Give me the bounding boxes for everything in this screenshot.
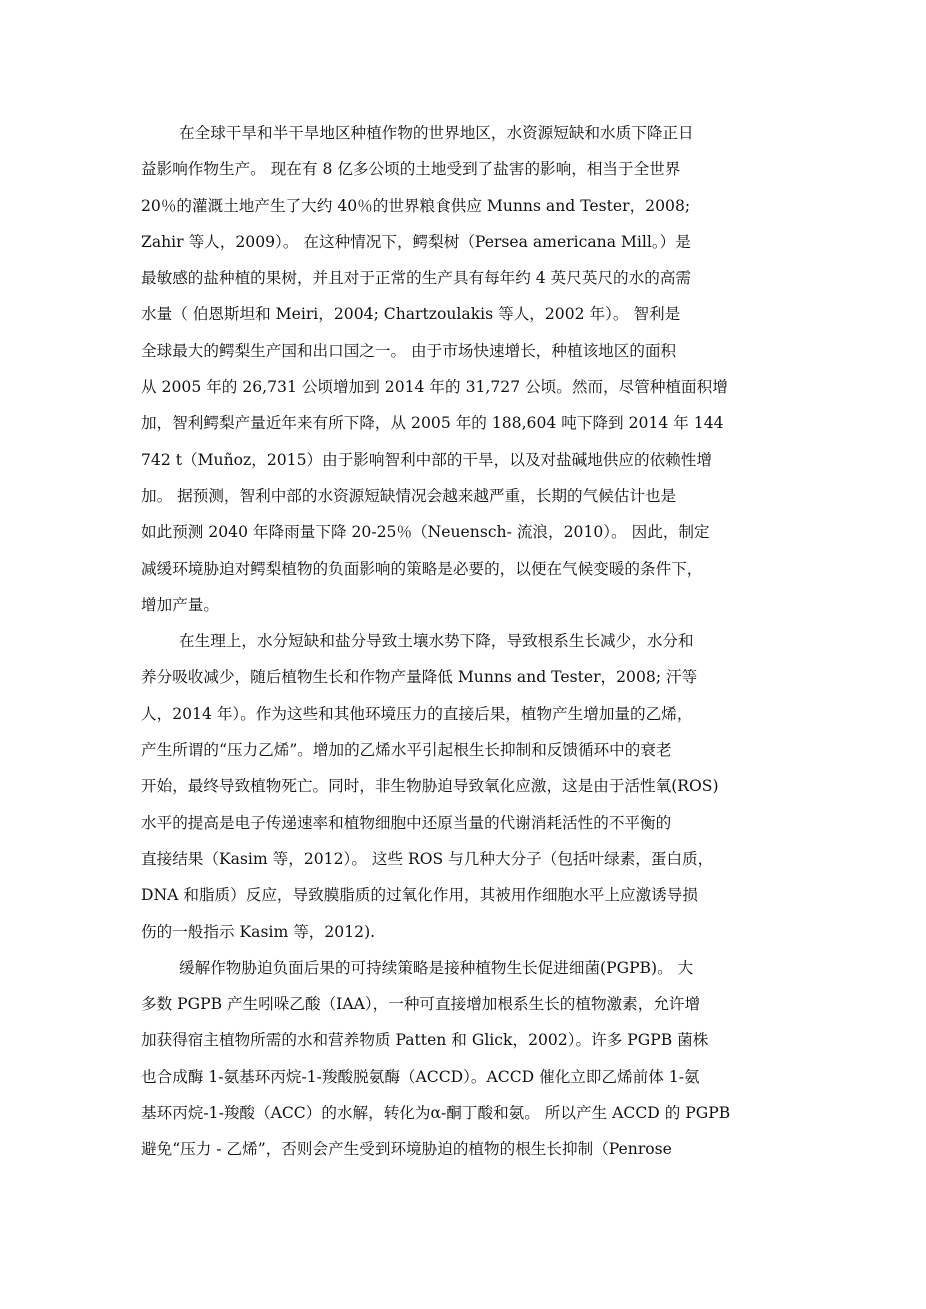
paragraph-1-line: 全球最大的鳄梨生产国和出口国之一。 由于市场快速增长，种植该地区的面积 (141, 341, 677, 360)
paragraph-2-line: 产生所谓的“压力乙烯”。增加的乙烯水平引起根生长抑制和反馈循环中的衰老 (141, 741, 672, 760)
paragraph-2-line: 伤的一般指示 Kasim 等，2012). (141, 922, 376, 941)
paragraph-2-line: 水平的提高是电子传递速率和植物细胞中还原当量的代谢消耗活性的不平衡的 (141, 813, 672, 832)
paragraph-3-line: 多数 PGPB 产生吲哚乙酸（IAA），一种可直接增加根系生长的植物激素，允许增 (141, 995, 701, 1014)
paragraph-1-line: 加，智利鳄梨产量近年来有所下降，从 2005 年的 188,604 吨下降到 2014 年 144 (141, 414, 724, 433)
paragraph-2-line: DNA 和脂质）反应，导致膜脂质的过氧化作用，其被用作细胞水平上应激诱导损 (141, 886, 698, 905)
paragraph-2-line: 在生理上，水分短缺和盐分导致土壤水势下降，导致根系生长减少，水分和 (179, 632, 694, 651)
paragraph-1-line: 减缓环境胁迫对鳄梨植物的负面影响的策略是必要的，以便在气候变暖的条件下， (141, 559, 703, 578)
paragraph-1-line: 最敏感的盐种植的果树，并且对于正常的生产具有每年约 4 英尺英尺的水的高需 (141, 269, 692, 288)
paragraph-1-line: 增加产量。 (141, 595, 219, 614)
paragraph-1-line: 如此预测 2040 年降雨量下降 20-25％（Neuensch- 流浪，2010）。 因此，制定 (141, 523, 710, 542)
paragraph-1-line: 20％的灌溉土地产生了大约 40％的世界粮食供应 Munns and Tester，2008; (141, 196, 691, 215)
paragraph-3-line: 避免“压力 - 乙烯”，否则会产生受到环境胁迫的植物的根生长抑制（Penrose (141, 1140, 672, 1159)
paragraph-1-line: 在全球干旱和半干旱地区种植作物的世界地区，水资源短缺和水质下降正日 (179, 124, 694, 142)
paragraph-3-line: 缓解作物胁迫负面后果的可持续策略是接种植物生长促进细菌(PGPB)。 大 (179, 958, 694, 977)
paragraph-3-line: 基环丙烷-1-羧酸（ACC）的水解，转化为α-酮丁酸和氨。 所以产生 ACCD 的 PGPB (141, 1104, 731, 1123)
paragraph-2-line: 直接结果（Kasim 等，2012）。 这些 ROS 与几种大分子（包括叶绿素，蛋白质， (141, 849, 714, 868)
paragraph-1-line: Zahir 等人，2009）。 在这种情况下，鳄梨树（Persea americana Mill。）是 (141, 232, 691, 251)
paragraph-3-line: 也合成酶 1-氨基环丙烷-1-羧酸脱氨酶（ACCD）。ACCD 催化立即乙烯前体 1-氨 (141, 1067, 700, 1086)
paragraph-2-line: 开始，最终导致植物死亡。同时，非生物胁迫导致氧化应激，这是由于活性氧(ROS) (141, 777, 719, 796)
paragraph-1-line: 从 2005 年的 26,731 公顷增加到 2014 年的 31,727 公顷。然而，尽管种植面积增 (141, 378, 728, 397)
paragraph-2-line: 养分吸收减少，随后植物生长和作物产量降低 Munns and Tester，2008; 汗等 (141, 668, 698, 687)
paragraph-1-line: 加。 据预测，智利中部的水资源短缺情况会越来越严重，长期的气候估计也是 (141, 486, 677, 505)
paragraph-1-line: 742 t（Muñoz，2015）由于影响智利中部的干旱，以及对盐碱地供应的依赖性增 (141, 450, 712, 469)
paragraph-1-line: 水量（ 伯恩斯坦和 Meiri，2004; Chartzoulakis 等人，2002 年）。 智利是 (141, 305, 681, 324)
paragraph-2-line: 人，2014 年）。作为这些和其他环境压力的直接后果，植物产生增加量的乙烯， (141, 704, 693, 723)
body-text (141, 115, 801, 1168)
paragraph-1-line: 益影响作物生产。 现在有 8 亿多公顷的土地受到了盐害的影响，相当于全世界 (141, 160, 681, 179)
paragraph-3-line: 加获得宿主植物所需的水和营养物质 Patten 和 Glick，2002）。许多 PGPB 菌株 (141, 1031, 709, 1050)
